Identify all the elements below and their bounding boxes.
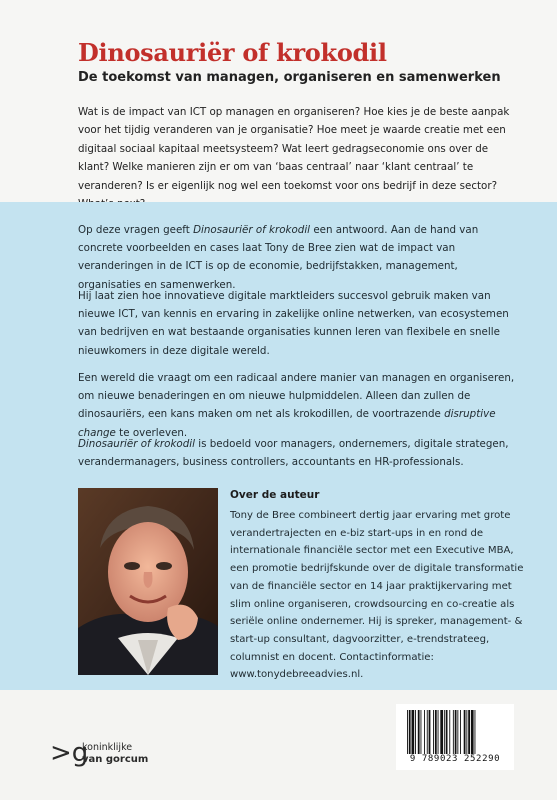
barcode-bar [466, 710, 467, 754]
paragraph-3-start: Een wereld die vraagt om een radicaal andere manier van managen en organiseren, om nieuwe benaderingen en om nieuwe hulpmiddelen. Alleen dan zullen de dinosauriërs, een kans maken om net als krokodillen, de voortrazende [78, 372, 515, 421]
paragraph-1-start: Op deze vragen geeft [78, 224, 194, 236]
intro-questions: Wat is de impact van ICT op managen en organiseren? Hoe kies je de beste aanpak voor het tijdig veranderen van je organisatie? Hoe meet je waarde creatie met een digitaal sociaal kapitaal meetsysteem? Wat leert gedragseconomie ons over de klant? Welke manieren zijn er om van ‘baas centraal’ naar ‘klant centraal’ te veranderen? Is er eigenlijk nog wel een toekomst voor ons bedrijf in deze sector? [78, 106, 510, 192]
barcode-bar [468, 710, 470, 754]
barcode-bar [444, 710, 445, 754]
paragraph-4-book-title: Dinosauriër of krokodil [78, 438, 195, 450]
barcode-bar [429, 710, 431, 754]
paragraph-4-end: is bedoeld voor managers, ondernemers, digitale strategen, verandermanagers, business controllers, accountants en HR-professionals. [78, 438, 509, 469]
barcode-bar [471, 710, 474, 754]
paragraph-2: Hij laat zien hoe innovatieve digitale marktleiders succesvol gebruik maken van nieuwe ICT, van kennis en ervaring in zakelijke online netwerken, van ecosystemen van bedrijven en wat bestaande organisaties kunnen leren van flexibele en snelle nieuwkomers in deze digitale wereld. [78, 290, 509, 357]
paragraph-3 [78, 369, 518, 442]
book-title: Dinosauriër of krokodil [78, 38, 387, 67]
barcode-bar [409, 710, 411, 754]
barcode-bar [449, 710, 450, 754]
barcode-bar [418, 710, 420, 754]
barcode-bar [446, 710, 448, 754]
barcode-bar [464, 710, 466, 754]
author-bio: Tony de Bree combineert dertig jaar ervaring met grote verandertrajecten en e-biz start-ups in en rond de internationale financiële sector met een Executive MBA, een promotie bedrijfskunde over de digitale transformatie van de financiële sector en 14 jaar praktijkervaring met slim online organiseren, crowdsourcing en co-creatie als seriële online ondernemer. Hij is spreker, management- & start-up consultant, dagvoorzitter, e-trendstrateeg, columnist en docent. Contactinformatie: www.tonydebreeadvies.nl. [230, 510, 524, 681]
isbn-barcode [396, 704, 514, 770]
barcode-bar [421, 710, 422, 754]
barcode-bar [433, 710, 434, 754]
barcode-bar [435, 710, 437, 754]
barcode-bar [415, 710, 416, 754]
author-heading: Over de auteur [230, 489, 320, 501]
barcode-bar [407, 710, 408, 754]
author-photo [78, 488, 218, 675]
barcode-bars [406, 710, 504, 754]
publisher-logo [50, 736, 170, 776]
publisher-name-line-2: van gorcum [82, 754, 149, 765]
isbn-number: 9 789023 252290 [409, 754, 501, 764]
barcode-bar [412, 710, 415, 754]
barcode-bar [475, 710, 476, 754]
publisher-name-line-1: koninklijke [82, 742, 133, 753]
barcode-bar [457, 710, 458, 754]
paragraph-1-end: een antwoord. Aan de hand van concrete voorbeelden en cases laat Tony de Bree zien wat de impact van veranderingen in de ICT is op de economie, bedrijfstakken, management, organisaties en samenwerken. [78, 224, 479, 291]
author-portrait-illustration [78, 488, 218, 675]
barcode-bar [455, 710, 457, 754]
paragraph-3-emphasis: disruptive change [78, 408, 496, 439]
paragraph-1-book-title: Dinosauriër of krokodil [193, 224, 311, 236]
barcode-bar [453, 710, 454, 754]
barcode-bar [424, 710, 425, 754]
paragraph-1 [78, 221, 518, 294]
barcode-bar [427, 710, 428, 754]
paragraph-4 [78, 435, 518, 471]
paragraph-3-end: te overleven. [115, 426, 188, 439]
barcode-bar [460, 710, 461, 754]
barcode-bar [438, 710, 439, 754]
barcode-bar [440, 710, 443, 754]
book-subtitle: De toekomst van managen, organiseren en samenwerken [78, 70, 501, 85]
publisher-mark: >g [50, 738, 89, 768]
